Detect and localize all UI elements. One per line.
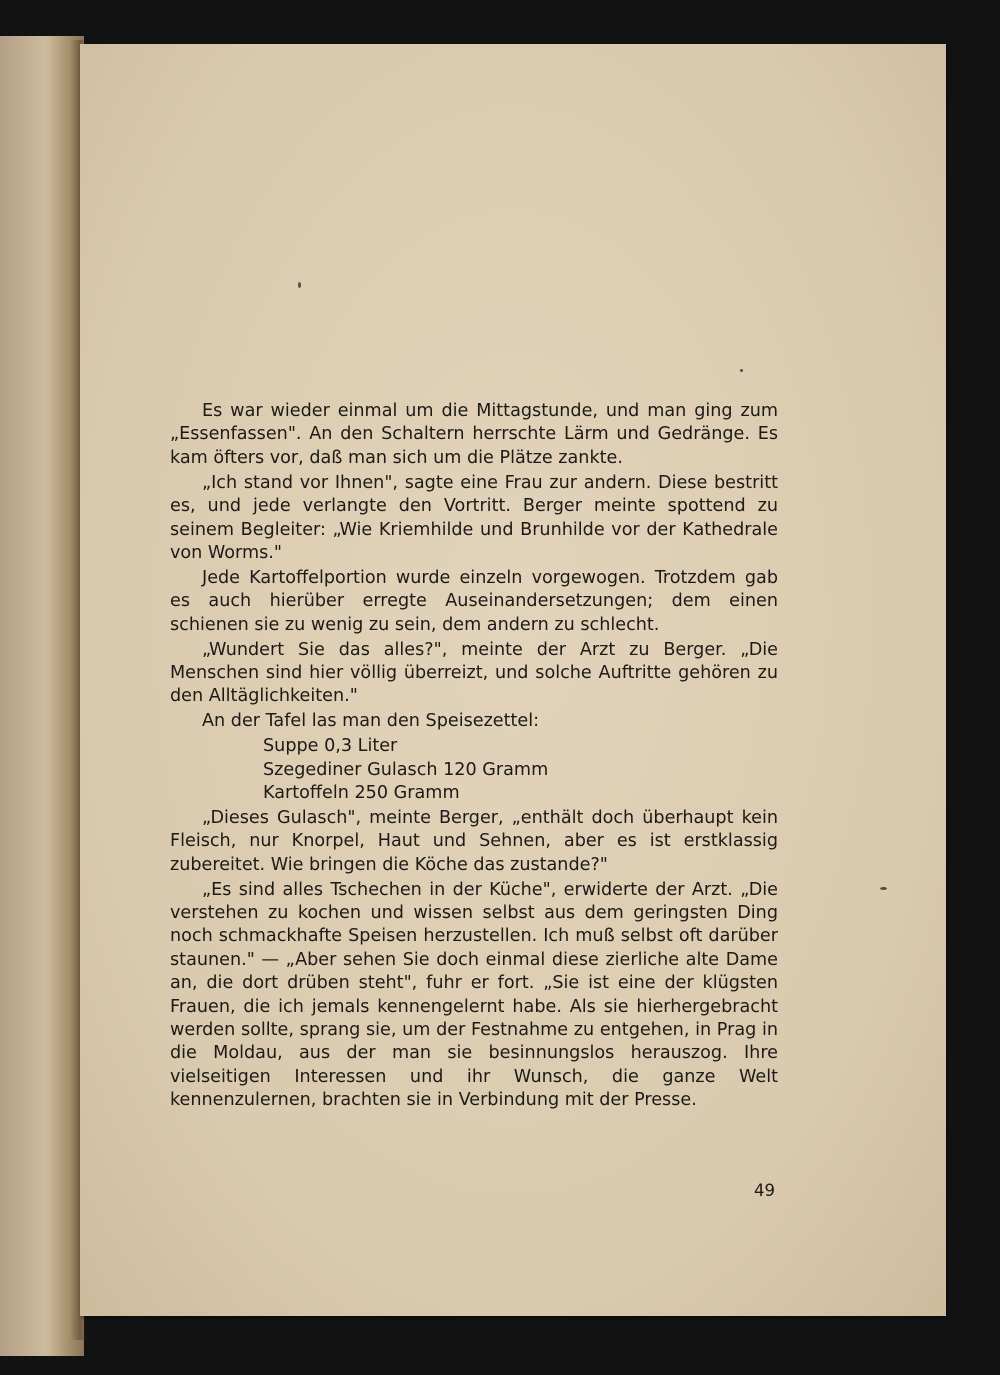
paper-speck xyxy=(880,887,887,890)
paper-speck xyxy=(740,369,743,372)
paragraph: Es war wieder einmal um die Mittagstunde, und man ging zum „Essenfassen". An den Schaltern herrschte Lärm und Gedränge. Es kam öfters vor, daß man sich um die Plätze zankte. xyxy=(170,401,778,468)
menu-item: Szegediner Gulasch 120 Gramm xyxy=(263,759,549,780)
menu-list xyxy=(170,735,778,805)
paragraph: „Ich stand vor Ihnen", sagte eine Frau zur andern. Diese bestritt es, und jede verlangte den Vortritt. Berger meinte spottend zu seinem Begleiter: „Wie Kriemhilde und Brunhilde vor der Kathedrale von Worms." xyxy=(170,472,778,563)
body-text xyxy=(170,400,778,1114)
paper-speck xyxy=(298,282,301,288)
paragraph: An der Tafel las man den Speisezettel: xyxy=(202,711,540,732)
paragraph: „Dieses Gulasch", meinte Berger, „enthält doch überhaupt kein Fleisch, nur Knorpel, Haut und Sehnen, aber es ist erstklassig zubereitet. Wie bringen die Köche das zustande?" xyxy=(170,807,778,875)
page-number: 49 xyxy=(754,1181,775,1200)
paragraph: Jede Kartoffelportion wurde einzeln vorgewogen. Trotzdem gab es auch hierüber erregte Auseinandersetzungen; dem einen schienen sie zu wenig zu sein, dem andern zu schlecht. xyxy=(170,567,778,635)
paragraph: „Wundert Sie das alles?", meinte der Arzt zu Berger. „Die Menschen sind hier völlig überreizt, und solche Auftritte gehören zu den Alltäglichkeiten." xyxy=(170,639,778,707)
menu-item: Kartoffeln 250 Gramm xyxy=(263,783,460,803)
paragraph: „Es sind alles Tschechen in der Küche", erwiderte der Arzt. „Die verstehen zu kochen und wissen selbst aus dem geringsten Ding noch schmackhafte Speisen herzustellen. Ich muß selbst oft darüber staunen." — „Aber sehen Sie doch einmal diese zierliche alte Dame an, die dort drüben steht", fuhr er fort. „Sie ist eine der klügsten Frauen, die ich jemals kennengelernt habe. Als sie hierhergebracht werden sollte, sprang sie, um der Festnahme zu entgehen, in Prag in die Moldau, aus der man sie besinnungslos herauszog. Ihre vielseitigen Interessen und ihr Wunsch, die ganze Welt kennenzulernen, brachten sie in Verbindung mit der Presse. xyxy=(170,879,778,1111)
menu-item: Suppe 0,3 Liter xyxy=(263,736,398,757)
